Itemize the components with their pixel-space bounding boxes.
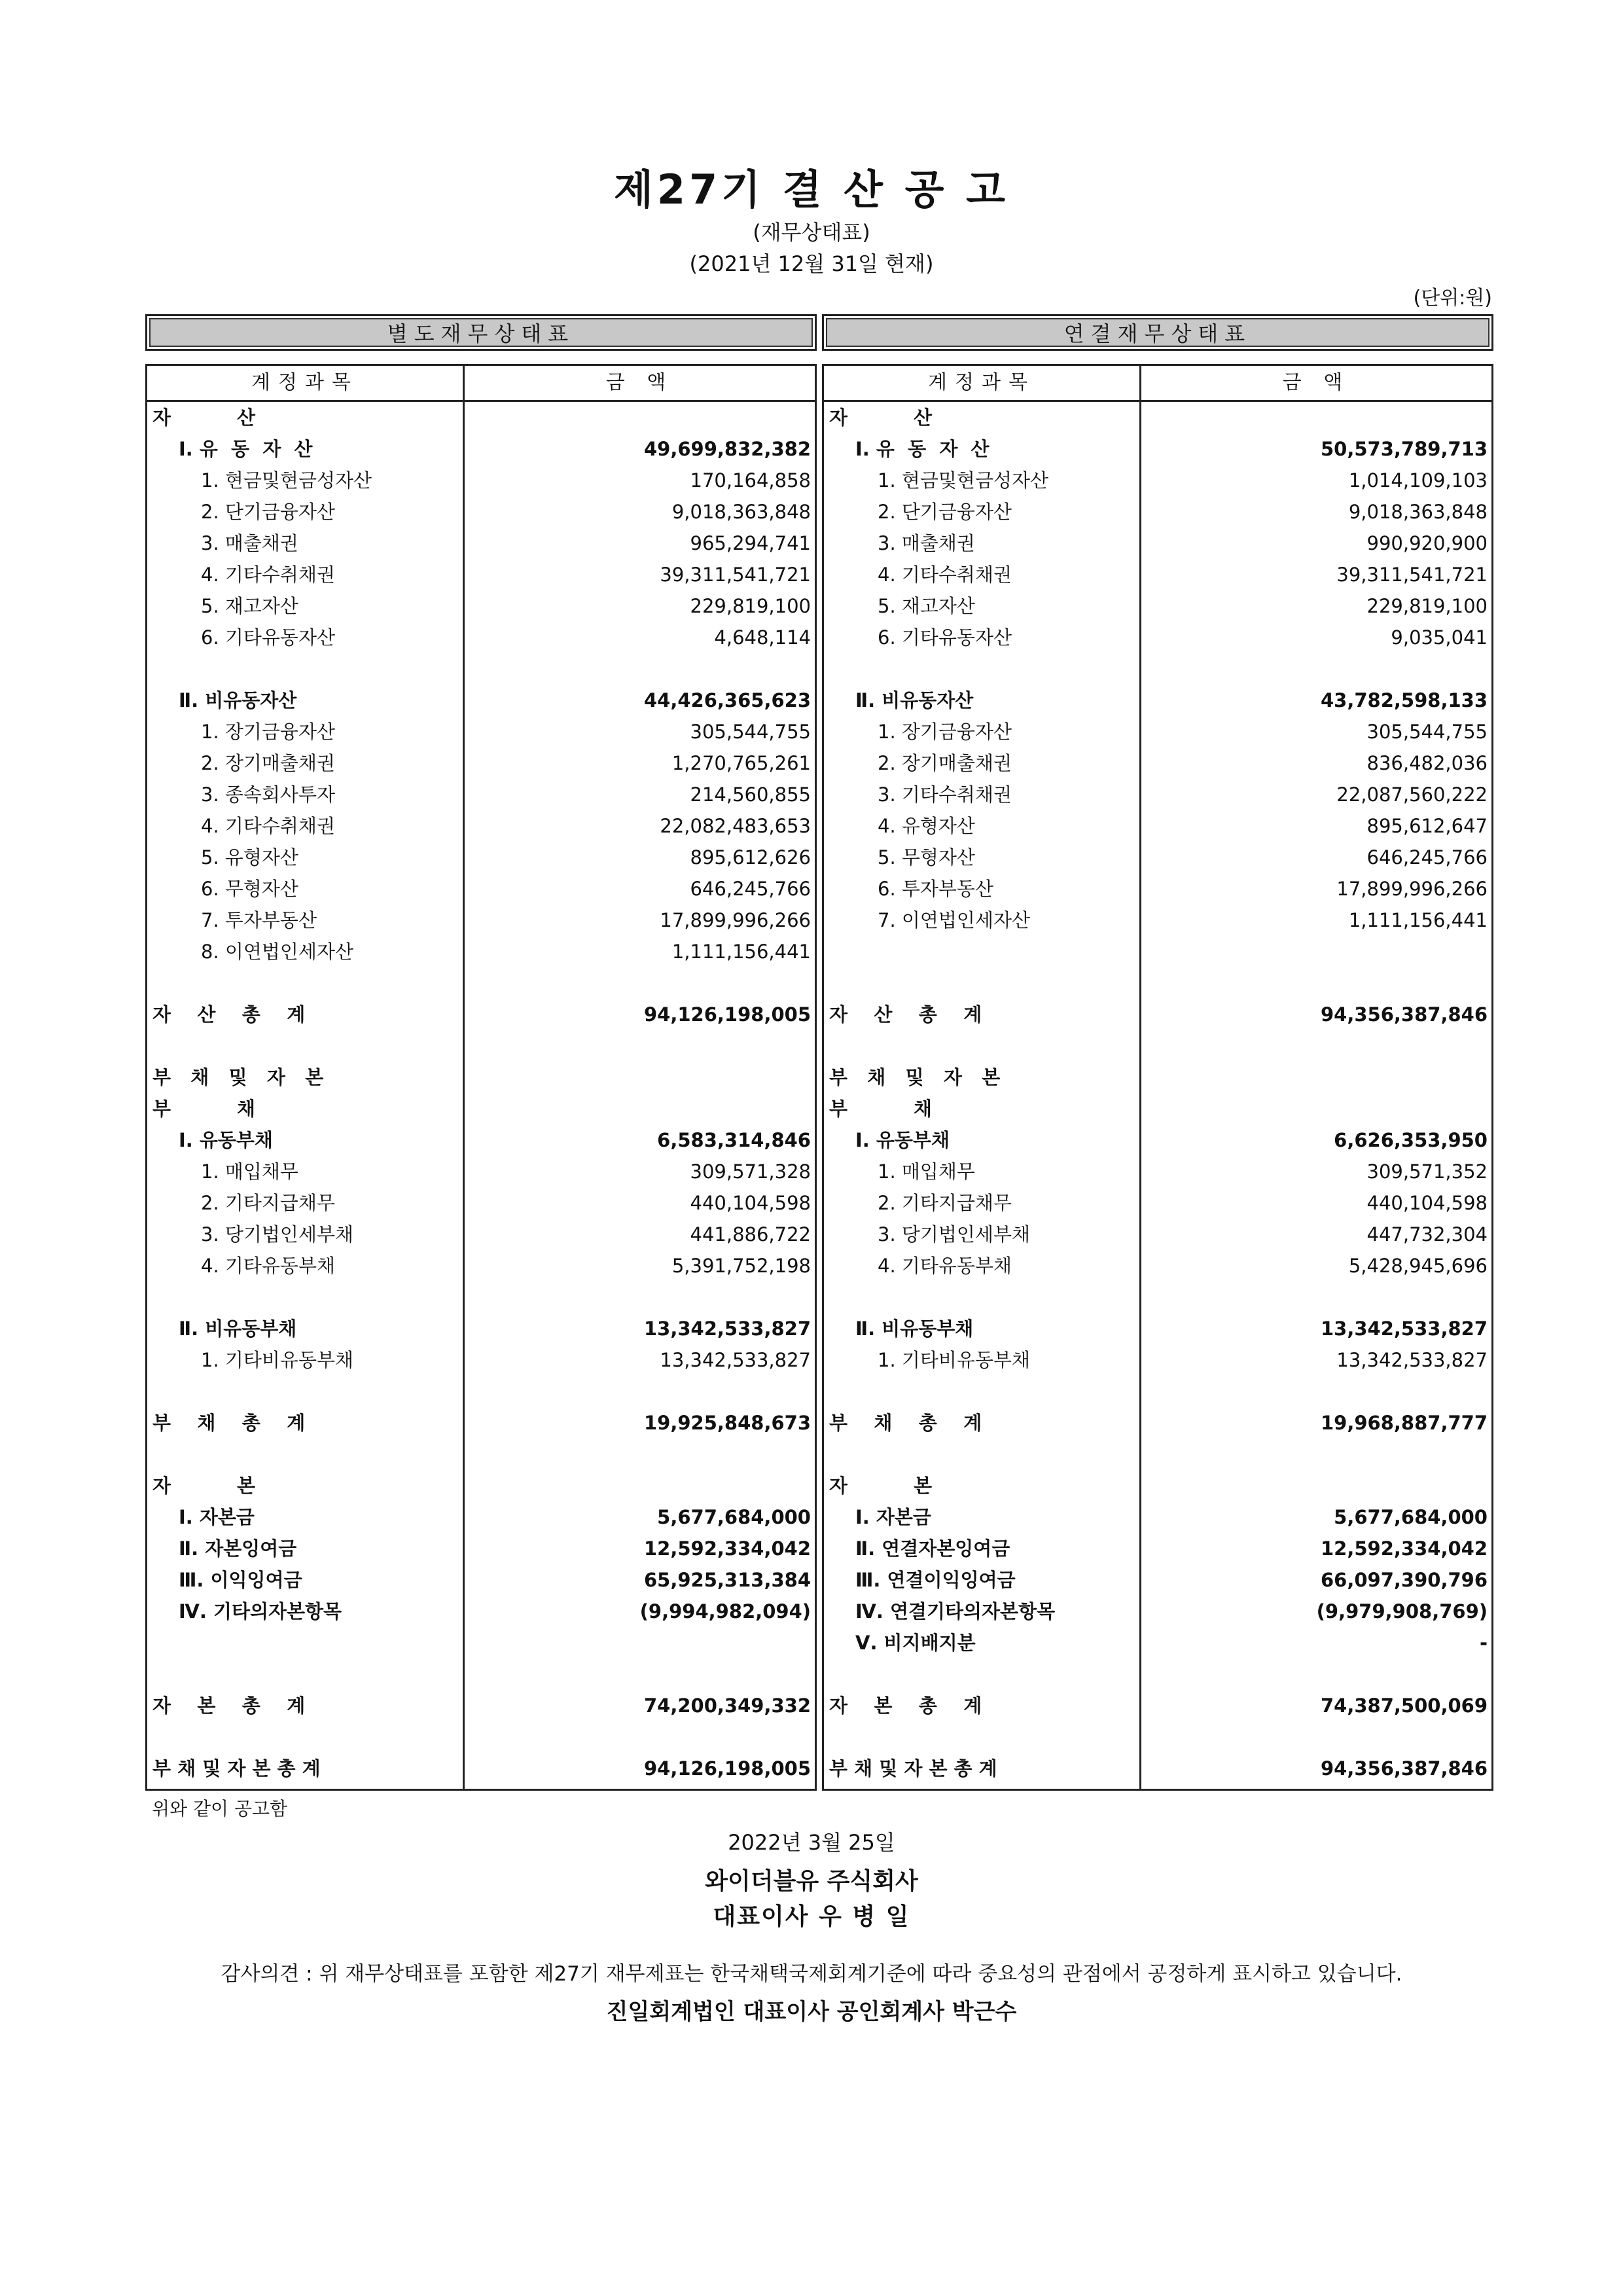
account-label: 4. 유형자산 (878, 815, 975, 837)
account-label: 5. 무형자산 (878, 846, 975, 869)
table-row (824, 810, 1491, 842)
table-row (824, 559, 1491, 590)
amount-value: (9,979,908,769) (1316, 1600, 1488, 1623)
table-row (147, 528, 815, 559)
amount-value: 305,544,755 (1366, 721, 1488, 743)
account-label: Ⅳ. 연결기타의자본항목 (855, 1600, 1056, 1623)
account-label: 부 채 및 자 본 총 계 (152, 1757, 321, 1780)
account-label: 1. 장기금융자산 (201, 721, 335, 743)
as-of-date: (2021년 12월 31일 현재) (689, 251, 934, 276)
table-row (147, 1627, 815, 1659)
amount-value: - (1479, 1632, 1488, 1654)
table-row (824, 1721, 1491, 1753)
table-row (824, 1659, 1491, 1690)
amount-value: 1,111,156,441 (1348, 909, 1488, 931)
account-label: 3. 매출채권 (878, 532, 975, 554)
account-label: Ⅴ. 비지배지분 (855, 1632, 976, 1654)
table-row (147, 1501, 815, 1533)
table-row (824, 1062, 1491, 1093)
table-row (824, 1533, 1491, 1564)
table-row (824, 622, 1491, 653)
amount-value: 17,899,996,266 (660, 909, 811, 931)
table-row (147, 1407, 815, 1439)
account-label: 자 산 (829, 406, 932, 429)
table-row (824, 590, 1491, 622)
account-label: Ⅰ. 유동부채 (179, 1129, 273, 1151)
table-row (147, 1030, 815, 1062)
table-row (147, 590, 815, 622)
consolidated-statement-heading: 연결재무상태표 (822, 314, 1493, 351)
account-label: 자 본 (152, 1475, 255, 1497)
amount-value: 646,245,766 (1366, 846, 1488, 869)
account-label: 4. 기타유동부채 (201, 1255, 335, 1277)
table-row (824, 1376, 1491, 1407)
amount-value: 441,886,722 (690, 1223, 811, 1246)
account-label: 3. 종속회사투자 (201, 783, 335, 806)
amount-value: 5,677,684,000 (1334, 1506, 1488, 1528)
table-row (824, 999, 1491, 1030)
account-label: 자 산 총 계 (152, 1003, 306, 1026)
table-row (824, 496, 1491, 528)
amount-value: 895,612,626 (690, 846, 811, 869)
table-row (147, 1533, 815, 1564)
table-row (824, 402, 1491, 433)
table-row (147, 873, 815, 905)
amount-value: 43,782,598,133 (1320, 689, 1488, 711)
table-row (824, 1627, 1491, 1659)
amount-value: 305,544,755 (690, 721, 811, 743)
account-label: 1. 기타비유동부채 (201, 1349, 353, 1371)
auditor-name: 진일회계법인 대표이사 공인회계사 박근수 (606, 1999, 1017, 2025)
account-label: 4. 기타수취채권 (201, 564, 335, 586)
table-row (824, 967, 1491, 999)
table-row (147, 1093, 815, 1124)
table-row (824, 685, 1491, 716)
amount-value: 13,342,533,827 (1320, 1318, 1488, 1340)
table-row (147, 1690, 815, 1721)
account-label: 7. 이연법인세자산 (878, 909, 1030, 931)
account-label: Ⅲ. 이익잉여금 (179, 1569, 302, 1591)
amount-value: 49,699,832,382 (643, 438, 811, 460)
amount-value: 1,014,109,103 (1348, 469, 1488, 492)
amount-value: 5,391,752,198 (671, 1255, 811, 1277)
document-title: 제27기 결 산 공 고 (614, 166, 1009, 213)
account-label: 6. 무형자산 (201, 878, 298, 900)
table-row (147, 1596, 815, 1627)
consolidated-statement-table (822, 364, 1493, 1791)
amount-value: 22,087,560,222 (1336, 783, 1488, 806)
amount-value: 39,311,541,721 (1336, 564, 1488, 586)
amount-value: 6,583,314,846 (657, 1129, 811, 1151)
amount-value: 9,035,041 (1391, 626, 1488, 649)
account-label: Ⅰ. 유 동 자 산 (179, 438, 313, 460)
account-label: 부 채 및 자 본 (829, 1066, 1001, 1088)
table-row (147, 559, 815, 590)
amount-value: 13,342,533,827 (1336, 1349, 1488, 1371)
account-label: 1. 현금및현금성자산 (201, 469, 372, 492)
account-label: Ⅰ. 유동부채 (855, 1129, 950, 1151)
table-row (147, 936, 815, 967)
table-row (824, 1439, 1491, 1470)
amount-value: 6,626,353,950 (1334, 1129, 1488, 1151)
amount-value: 214,560,855 (690, 783, 811, 806)
table-row (824, 1407, 1491, 1439)
table-row (824, 1219, 1491, 1250)
amount-value: 229,819,100 (1366, 595, 1488, 617)
account-label: 2. 단기금융자산 (878, 501, 1012, 523)
amount-value: 309,571,328 (690, 1160, 811, 1183)
unit-label: (단위:원) (1413, 287, 1492, 310)
table-row (147, 999, 815, 1030)
table-row (824, 1030, 1491, 1062)
table-row (824, 873, 1491, 905)
amount-column-header: 금 액 (605, 371, 674, 394)
table-body (147, 402, 815, 1784)
table-row (824, 1313, 1491, 1344)
amount-value: 66,097,390,796 (1320, 1569, 1488, 1591)
table-row (147, 622, 815, 653)
account-label: 부 채 총 계 (152, 1412, 306, 1434)
account-label: Ⅱ. 비유동자산 (855, 689, 974, 711)
table-body (824, 402, 1491, 1784)
table-row (147, 842, 815, 873)
announcement-date: 2022년 3월 25일 (728, 1830, 895, 1855)
table-row (147, 1219, 815, 1250)
amount-value: 17,899,996,266 (1336, 878, 1488, 900)
account-label: 자 산 총 계 (829, 1003, 982, 1026)
audit-opinion: 감사의견 : 위 재무상태표를 포함한 제27기 재무제표는 한국채택국제회계기준에 따라 중요성의 관점에서 공정하게 표시하고 있습니다. (221, 1962, 1402, 1986)
account-label: Ⅱ. 비유동부채 (855, 1318, 974, 1340)
account-label: Ⅱ. 비유동자산 (179, 689, 297, 711)
amount-value: 19,968,887,777 (1320, 1412, 1488, 1434)
account-label: 6. 투자부동산 (878, 878, 993, 900)
table-row (147, 1439, 815, 1470)
table-row (147, 1250, 815, 1282)
amount-value: 65,925,313,384 (643, 1569, 811, 1591)
account-label: 3. 기타수취채권 (878, 783, 1012, 806)
table-row (824, 465, 1491, 496)
table-row (824, 1187, 1491, 1219)
account-label: 부 채 총 계 (829, 1412, 982, 1434)
account-label: 2. 장기매출채권 (878, 752, 1012, 774)
table-row (147, 1282, 815, 1313)
account-label: 4. 기타수취채권 (878, 564, 1012, 586)
account-label: 자 본 총 계 (829, 1695, 982, 1717)
table-row (824, 779, 1491, 810)
account-label: 1. 기타비유동부채 (878, 1349, 1030, 1371)
table-row (824, 1093, 1491, 1124)
ceo-name: 대표이사 우 병 일 (713, 1903, 910, 1930)
account-label: Ⅰ. 유 동 자 산 (855, 438, 990, 460)
account-label: 5. 유형자산 (201, 846, 298, 869)
amount-value: 12,592,334,042 (643, 1537, 811, 1560)
table-row (824, 1596, 1491, 1627)
account-label: Ⅳ. 기타의자본항목 (179, 1600, 342, 1623)
amount-value: 440,104,598 (690, 1192, 811, 1214)
amount-value: 12,592,334,042 (1320, 1537, 1488, 1560)
amount-value: 94,126,198,005 (643, 1003, 811, 1026)
table-row (147, 1313, 815, 1344)
table-header (147, 366, 815, 402)
amount-value: 965,294,741 (690, 532, 811, 554)
amount-value: 229,819,100 (690, 595, 811, 617)
amount-value: 50,573,789,713 (1320, 438, 1488, 460)
amount-value: 13,342,533,827 (660, 1349, 811, 1371)
table-row (147, 402, 815, 433)
account-label: Ⅱ. 연결자본잉여금 (855, 1537, 1010, 1560)
account-label: 부 채 (829, 1098, 932, 1120)
table-row (147, 465, 815, 496)
table-row (824, 1564, 1491, 1596)
account-label: Ⅰ. 자본금 (179, 1506, 255, 1528)
table-row (147, 1376, 815, 1407)
amount-value: 94,126,198,005 (643, 1757, 811, 1780)
announcement-note: 위와 같이 공고함 (152, 1798, 288, 1820)
company-name: 와이더블유 주식회사 (705, 1868, 918, 1895)
table-row (147, 1062, 815, 1093)
amount-value: 4,648,114 (714, 626, 811, 649)
amount-value: 309,571,352 (1366, 1160, 1488, 1183)
table-row (824, 528, 1491, 559)
table-row (824, 842, 1491, 873)
amount-value: 74,387,500,069 (1320, 1695, 1488, 1717)
amount-value: 440,104,598 (1366, 1192, 1488, 1214)
separate-statement-heading: 별도재무상태표 (145, 314, 817, 351)
amount-value: 94,356,387,846 (1320, 1757, 1488, 1780)
table-row (147, 1470, 815, 1501)
table-row (147, 779, 815, 810)
account-label: Ⅲ. 연결이익잉여금 (855, 1569, 1016, 1591)
table-row (824, 1344, 1491, 1376)
amount-value: 895,612,647 (1366, 815, 1488, 837)
table-row (824, 1501, 1491, 1533)
table-row (147, 1187, 815, 1219)
account-label: 2. 기타지급채무 (201, 1192, 335, 1214)
table-row (147, 1156, 815, 1187)
account-label: 자 산 (152, 406, 255, 429)
table-row (824, 1156, 1491, 1187)
document-subtitle: (재무상태표) (753, 220, 870, 245)
table-row (824, 1282, 1491, 1313)
account-label: 자 본 (829, 1475, 932, 1497)
table-row (824, 433, 1491, 465)
account-label: 부 채 (152, 1098, 255, 1120)
account-label: Ⅱ. 자본잉여금 (179, 1537, 297, 1560)
amount-value: 9,018,363,848 (671, 501, 811, 523)
table-row (147, 1659, 815, 1690)
account-label: 5. 재고자산 (878, 595, 975, 617)
amount-value: 9,018,363,848 (1348, 501, 1488, 523)
account-label: 4. 기타수취채권 (201, 815, 335, 837)
amount-value: 836,482,036 (1366, 752, 1488, 774)
table-row (147, 685, 815, 716)
table-row (147, 433, 815, 465)
amount-value: 5,428,945,696 (1348, 1255, 1488, 1277)
account-label: 4. 기타유동부채 (878, 1255, 1012, 1277)
table-row (147, 967, 815, 999)
amount-value: 646,245,766 (690, 878, 811, 900)
table-row (147, 716, 815, 747)
amount-value: 5,677,684,000 (657, 1506, 811, 1528)
amount-value: 94,356,387,846 (1320, 1003, 1488, 1026)
account-label: 2. 장기매출채권 (201, 752, 335, 774)
account-label: 1. 장기금융자산 (878, 721, 1012, 743)
account-label: 2. 단기금융자산 (201, 501, 335, 523)
table-row (147, 1721, 815, 1753)
amount-value: (9,994,982,094) (639, 1600, 811, 1623)
account-label: 8. 이연법인세자산 (201, 941, 353, 963)
table-row (824, 1250, 1491, 1282)
account-label: 3. 당기법인세부채 (201, 1223, 353, 1246)
account-label: 3. 매출채권 (201, 532, 298, 554)
table-row (147, 496, 815, 528)
table-row (147, 905, 815, 936)
amount-value: 990,920,900 (1366, 532, 1488, 554)
account-label: 1. 매입채무 (201, 1160, 298, 1183)
account-label: 3. 당기법인세부채 (878, 1223, 1030, 1246)
separate-statement-table (145, 364, 817, 1791)
account-label: 1. 매입채무 (878, 1160, 975, 1183)
amount-value: 170,164,858 (690, 469, 811, 492)
account-label: 부 채 및 자 본 총 계 (829, 1757, 997, 1780)
table-row (147, 810, 815, 842)
account-label: 7. 투자부동산 (201, 909, 317, 931)
account-label: 1. 현금및현금성자산 (878, 469, 1048, 492)
amount-value: 22,082,483,653 (660, 815, 811, 837)
account-column-header: 계정과목 (251, 371, 359, 394)
account-label: Ⅰ. 자본금 (855, 1506, 931, 1528)
amount-value: 19,925,848,673 (643, 1412, 811, 1434)
table-row (147, 653, 815, 685)
amount-column-header: 금 액 (1282, 371, 1351, 394)
table-row (147, 747, 815, 779)
table-row (147, 1753, 815, 1784)
account-label: Ⅱ. 비유동부채 (179, 1318, 297, 1340)
table-header (824, 366, 1491, 402)
amount-value: 447,732,304 (1366, 1223, 1488, 1246)
table-row (824, 1753, 1491, 1784)
account-label: 2. 기타지급채무 (878, 1192, 1012, 1214)
amount-value: 74,200,349,332 (643, 1695, 811, 1717)
table-row (824, 747, 1491, 779)
table-row (824, 905, 1491, 936)
account-label: 5. 재고자산 (201, 595, 298, 617)
amount-value: 1,111,156,441 (671, 941, 811, 963)
table-row (824, 1124, 1491, 1156)
account-label: 자 본 총 계 (152, 1695, 306, 1717)
table-row (824, 1470, 1491, 1501)
account-column-header: 계정과목 (928, 371, 1035, 394)
amount-value: 44,426,365,623 (643, 689, 811, 711)
table-row (147, 1564, 815, 1596)
table-row (147, 1124, 815, 1156)
table-row (824, 1690, 1491, 1721)
amount-value: 39,311,541,721 (660, 564, 811, 586)
table-row (147, 1344, 815, 1376)
amount-value: 1,270,765,261 (671, 752, 811, 774)
table-row (824, 653, 1491, 685)
account-label: 부 채 및 자 본 (152, 1066, 324, 1088)
account-label: 6. 기타유동자산 (878, 626, 1012, 649)
table-row (824, 716, 1491, 747)
amount-value: 13,342,533,827 (643, 1318, 811, 1340)
account-label: 6. 기타유동자산 (201, 626, 335, 649)
table-row (824, 936, 1491, 967)
